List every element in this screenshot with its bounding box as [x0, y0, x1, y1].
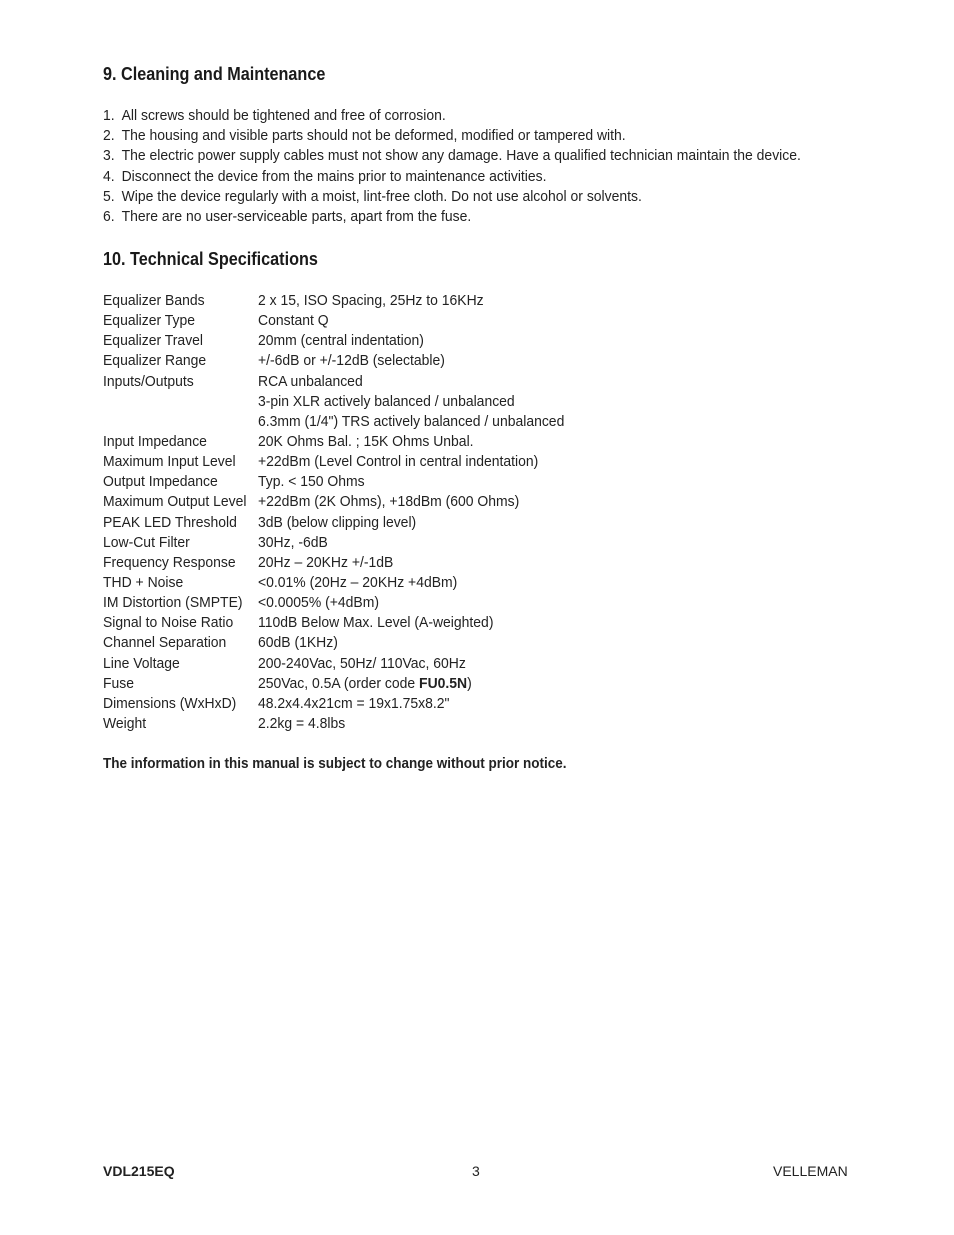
list-text: The electric power supply cables must not show any damage. Have a qualified technician maintain the device. — [121, 147, 801, 165]
spec-value: +/-6dB or +/-12dB (selectable) — [258, 352, 445, 370]
spec-label: Channel Separation — [103, 634, 227, 652]
spec-label: Output Impedance — [103, 473, 218, 491]
spec-value: Typ. < 150 Ohms — [258, 473, 365, 491]
fuse-value-close: ) — [467, 674, 472, 692]
spec-value: 20mm (central indentation) — [258, 332, 424, 350]
fuse-value-text: 250Vac, 0.5A (order code — [258, 674, 420, 692]
list-text: All screws should be tightened and free of corrosion. — [121, 107, 446, 124]
spec-value: 20K Ohms Bal. ; 15K Ohms Unbal. — [258, 432, 474, 450]
spec-label: Line Voltage — [103, 654, 180, 672]
list-number: 1. — [103, 107, 115, 124]
spec-value: 2 x 15, ISO Spacing, 25Hz to 16KHz — [258, 292, 484, 309]
section-heading-cleaning: 9. Cleaning and Maintenance — [103, 64, 326, 84]
list-item — [103, 207, 801, 227]
list-item — [103, 146, 801, 166]
spec-label: Inputs/Outputs — [103, 372, 194, 390]
spec-value: 30Hz, -6dB — [258, 533, 328, 551]
spec-label: Low-Cut Filter — [103, 533, 190, 551]
spec-label: Frequency Response — [103, 553, 236, 571]
footer-brand: VELLEMAN — [773, 1163, 848, 1179]
list-number: 2. — [103, 127, 115, 145]
spec-label: Weight — [103, 714, 147, 732]
spec-value — [258, 674, 472, 694]
spec-value: +22dBm (2K Ohms), +18dBm (600 Ohms) — [258, 493, 520, 511]
list-number: 3. — [103, 147, 115, 165]
list-item — [103, 126, 801, 146]
spec-value: 20Hz – 20KHz +/-1dB — [258, 553, 394, 571]
list-text: Disconnect the device from the mains prior to maintenance activities. — [121, 167, 547, 185]
spec-value: +22dBm (Level Control in central indentation) — [258, 453, 539, 471]
spec-value: 60dB (1KHz) — [258, 634, 338, 652]
spec-value: RCA unbalanced — [258, 372, 363, 390]
spec-value: 48.2x4.4x21cm = 19x1.75x8.2" — [258, 694, 450, 712]
spec-label: Input Impedance — [103, 432, 207, 450]
list-number: 4. — [103, 167, 115, 185]
list-item — [103, 187, 801, 207]
footer-page-number: 3 — [472, 1163, 480, 1179]
change-notice: The information in this manual is subject to change without prior notice. — [103, 755, 567, 772]
list-text: Wipe the device regularly with a moist, lint-free cloth. Do not use alcohol or solvents. — [121, 187, 642, 205]
list-number: 6. — [103, 207, 115, 225]
spec-label: Fuse — [103, 674, 135, 692]
spec-label: Signal to Noise Ratio — [103, 614, 234, 632]
spec-label: IM Distortion (SMPTE) — [103, 594, 243, 612]
spec-label: Equalizer Bands — [103, 292, 205, 309]
spec-label: Dimensions (WxHxD) — [103, 694, 237, 712]
spec-value: Constant Q — [258, 312, 329, 330]
spec-label: Equalizer Travel — [103, 332, 204, 350]
spec-label: Maximum Input Level — [103, 453, 236, 471]
spec-value: <0.0005% (+4dBm) — [258, 594, 379, 612]
section-heading-specs: 10. Technical Specifications — [103, 249, 318, 269]
spec-value: 3dB (below clipping level) — [258, 513, 417, 531]
cleaning-list — [103, 106, 853, 227]
footer-model: VDL215EQ — [103, 1163, 175, 1179]
spec-label: Equalizer Type — [103, 312, 196, 330]
spec-label: THD + Noise — [103, 573, 184, 591]
fuse-order-code: FU0.5N — [419, 674, 468, 692]
list-item — [103, 106, 801, 126]
spec-label: Equalizer Range — [103, 352, 207, 370]
spec-value: 3-pin XLR actively balanced / unbalanced — [258, 392, 515, 410]
spec-value: 200-240Vac, 50Hz/ 110Vac, 60Hz — [258, 654, 466, 672]
spec-value: <0.01% (20Hz – 20KHz +4dBm) — [258, 573, 458, 591]
list-text: The housing and visible parts should not be deformed, modified or tampered with. — [121, 127, 626, 145]
list-number: 5. — [103, 187, 115, 205]
list-item — [103, 167, 801, 187]
spec-label: PEAK LED Threshold — [103, 513, 237, 531]
spec-value: 110dB Below Max. Level (A-weighted) — [258, 614, 494, 632]
spec-value: 6.3mm (1/4") TRS actively balanced / unbalanced — [258, 412, 565, 430]
spec-value: 2.2kg = 4.8lbs — [258, 714, 346, 732]
spec-label: Maximum Output Level — [103, 493, 247, 511]
list-text: There are no user-serviceable parts, apart from the fuse. — [121, 207, 472, 225]
